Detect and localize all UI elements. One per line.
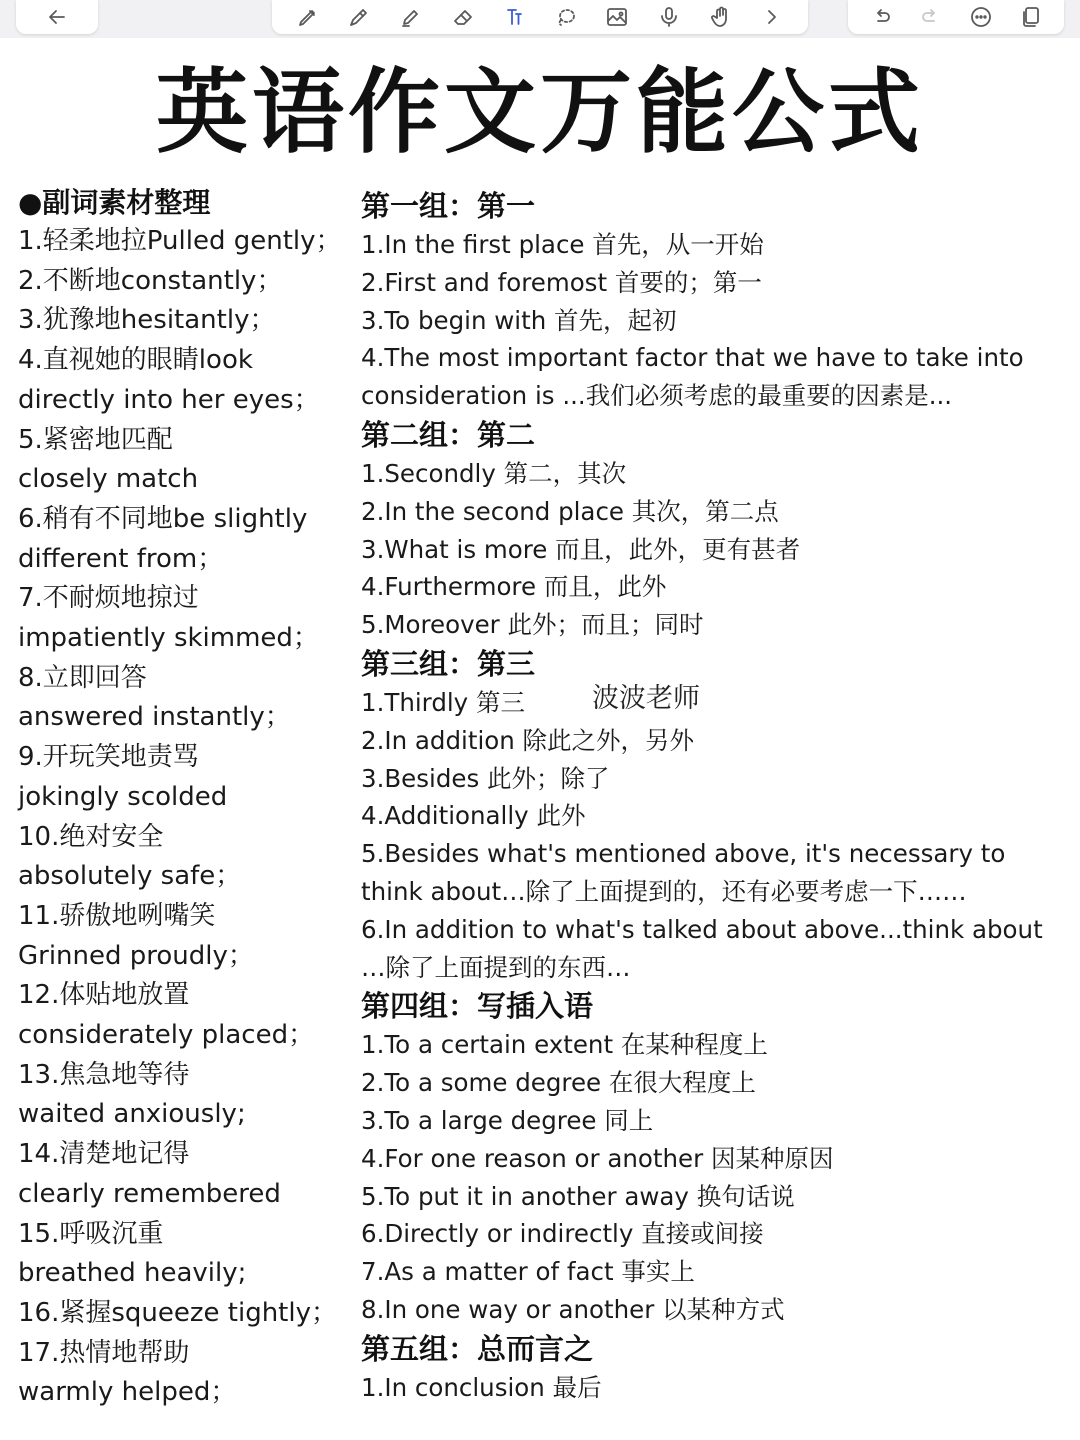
adverb-item-line: 16.紧握squeeze tightly；	[18, 1297, 337, 1328]
phrase-line: 5.Besides what's mentioned above, it's necessary to	[361, 839, 1006, 869]
phrase-group-heading: 第一组：第一	[361, 189, 536, 223]
adverb-item-line: 8.立即回答	[18, 662, 147, 693]
toolbar	[0, 0, 1080, 38]
adverb-item-translation: closely match	[18, 464, 199, 495]
adverb-item	[18, 222, 348, 262]
text-tool-icon	[502, 5, 526, 29]
phrase-line: 1.Secondly 第二，其次	[361, 458, 627, 488]
adverb-item-line: 2.不断地constantly；	[18, 265, 283, 296]
toolbar-left-group	[16, 0, 98, 34]
adverb-item	[18, 1334, 348, 1413]
adverb-item-line: 12.体贴地放置	[18, 980, 190, 1011]
adverb-heading: ●副词素材整理	[18, 186, 211, 219]
phrase-line: 1.In the first place 首先，从一开始	[361, 230, 764, 259]
adverb-item-translation: breathed heavily;	[18, 1258, 247, 1289]
phrase-line: 8.In one way or another 以某种方式	[361, 1294, 785, 1324]
adverb-item-line: 4.直视她的眼睛look	[18, 345, 253, 376]
undo-icon	[869, 5, 893, 29]
adverb-item-translation: waited anxiously;	[18, 1099, 246, 1130]
phrase-group-list	[361, 186, 1061, 1407]
page-title: 英语作文万能公式	[155, 59, 924, 166]
chevron-right-icon	[760, 5, 784, 29]
microphone-button[interactable]	[653, 3, 685, 31]
hand-icon	[709, 5, 733, 29]
phrase-group-heading: 第四组：写插入语	[361, 989, 594, 1024]
adverb-item-translation: answered instantly；	[18, 702, 291, 733]
image-tool-button[interactable]	[601, 3, 633, 31]
more-options-button[interactable]	[965, 3, 997, 31]
adverb-item-line: 5.紧密地匹配	[18, 424, 173, 455]
adverb-item-line: 6.稍有不同地be slightly	[18, 503, 308, 534]
eraser-icon	[451, 5, 475, 29]
adverb-list	[18, 222, 348, 1413]
phrase-line: 3.What is more 而且，此外，更有甚者	[361, 534, 801, 564]
adverb-item-line: 3.犹豫地hesitantly；	[18, 305, 276, 336]
phrase-group	[361, 644, 1061, 986]
hand-tool-button[interactable]	[705, 3, 737, 31]
phrase-line: 4.Furthermore 而且，此外	[361, 572, 667, 602]
adverb-item	[18, 1135, 348, 1214]
adverb-item-line: 1.轻柔地拉Pulled gently；	[18, 226, 342, 256]
phrase-line: consideration is ...我们必须考虑的最重要的因素是...	[361, 381, 953, 411]
adverb-item-translation: jokingly scolded	[18, 781, 228, 812]
adverb-item-translation: warmly helped；	[18, 1377, 237, 1408]
back-arrow-icon	[45, 5, 69, 29]
phrase-group-heading: 第二组：第二	[361, 417, 536, 452]
phrase-line: 3.To begin with 首先，起初	[361, 305, 677, 335]
adverb-item	[18, 897, 348, 976]
adverb-item-translation: directly into her eyes；	[18, 384, 320, 415]
toolbar-right-group	[848, 0, 1064, 34]
adverb-item-line: 7.不耐烦地掠过	[18, 583, 199, 614]
adverb-item-line: 10.绝对安全	[18, 821, 164, 852]
phrase-line: 3.Besides 此外；除了	[361, 763, 610, 793]
adverb-item-line: 9.开玩笑地责骂	[18, 742, 199, 773]
adverb-item	[18, 1056, 348, 1135]
adverb-item-line: 17.热情地帮助	[18, 1337, 190, 1368]
pages-icon	[1019, 5, 1043, 29]
adverb-item	[18, 500, 348, 579]
eraser-tool-button[interactable]	[447, 3, 479, 31]
adverb-item-translation: impatiently skimmed；	[18, 623, 319, 654]
adverb-item-line: 11.骄傲地咧嘴笑	[18, 900, 216, 931]
pen-tool-button[interactable]	[292, 3, 324, 31]
phrase-line: 6.Directly or indirectly 直接或间接	[361, 1219, 764, 1249]
phrase-line: 1.Thirdly 第三	[361, 687, 525, 717]
lasso-icon	[554, 5, 578, 29]
more-tools-button[interactable]	[756, 3, 788, 31]
phrase-groups-column	[361, 186, 1061, 1407]
phrase-line: 4.For one reason or another 因某种原因	[361, 1143, 834, 1173]
pages-button[interactable]	[1015, 3, 1047, 31]
phrase-line: 1.To a certain extent 在某种程度上	[361, 1030, 768, 1060]
adverb-item	[18, 1215, 348, 1294]
author-watermark: 波波老师	[592, 683, 700, 714]
adverb-item-translation: Grinned proudly；	[18, 940, 254, 971]
adverb-item	[18, 301, 348, 341]
phrase-group	[361, 186, 1061, 415]
back-button[interactable]	[41, 3, 73, 31]
adverb-item	[18, 262, 348, 302]
text-tool-button[interactable]	[498, 3, 530, 31]
adverb-item	[18, 341, 348, 420]
adverb-item	[18, 659, 348, 738]
adverb-item-line: 13.焦急地等待	[18, 1059, 190, 1090]
highlighter-tool-button[interactable]	[395, 3, 427, 31]
adverb-item	[18, 1294, 348, 1334]
adverb-column	[18, 184, 348, 1413]
phrase-group	[361, 986, 1061, 1328]
image-icon	[605, 5, 629, 29]
phrase-line: 2.To a some degree 在很大程度上	[361, 1068, 756, 1098]
adverb-item	[18, 421, 348, 500]
adverb-item-line: 15.呼吸沉重	[18, 1218, 164, 1249]
adverb-item-translation: considerately placed；	[18, 1020, 315, 1051]
phrase-line: 5.To put it in another away 换句话说	[361, 1181, 795, 1211]
phrase-line: 7.As a matter of fact 事实上	[361, 1257, 695, 1287]
adverb-item	[18, 818, 348, 897]
redo-button[interactable]	[915, 3, 947, 31]
redo-icon	[919, 5, 943, 29]
phrase-line: 4.Additionally 此外	[361, 801, 586, 831]
adverb-item	[18, 579, 348, 658]
pencil-tool-button[interactable]	[343, 3, 375, 31]
phrase-group-heading: 第五组：总而言之	[361, 1331, 594, 1366]
adverb-item	[18, 738, 348, 817]
phrase-line: 4.The most important factor that we have to take into	[361, 343, 1024, 373]
phrase-line: …除了上面提到的东西…	[361, 952, 631, 982]
phrase-line: 5.Moreover 此外；而且；同时	[361, 610, 704, 640]
microphone-icon	[657, 5, 681, 29]
pen-icon	[296, 5, 320, 29]
phrase-line: 1.In conclusion 最后	[361, 1372, 602, 1402]
adverb-item-translation: clearly remembered	[18, 1178, 281, 1209]
undo-button[interactable]	[865, 3, 897, 31]
phrase-line: 2.In addition 除此之外，另外	[361, 725, 695, 755]
adverb-item-line: 14.清楚地记得	[18, 1139, 190, 1170]
adverb-item-translation: absolutely safe；	[18, 861, 242, 892]
pencil-icon	[347, 5, 371, 29]
highlighter-icon	[399, 5, 423, 29]
toolbar-tools-group	[272, 0, 808, 34]
phrase-line: 6.In addition to what's talked about above...think about	[361, 914, 1043, 944]
phrase-group-heading: 第三组：第三	[361, 646, 536, 681]
adverb-item-translation: different from；	[18, 543, 224, 574]
more-icon	[969, 5, 993, 29]
lasso-tool-button[interactable]	[550, 3, 582, 31]
phrase-line: 2.In the second place 其次，第二点	[361, 496, 779, 526]
phrase-line: 3.To a large degree 同上	[361, 1105, 654, 1135]
adverb-item	[18, 976, 348, 1055]
phrase-group	[361, 1329, 1061, 1407]
phrase-line: 2.First and foremost 首要的；第一	[361, 267, 762, 297]
phrase-line: think about…除了上面提到的，还有必要考虑一下……	[361, 876, 967, 906]
phrase-group	[361, 415, 1061, 644]
